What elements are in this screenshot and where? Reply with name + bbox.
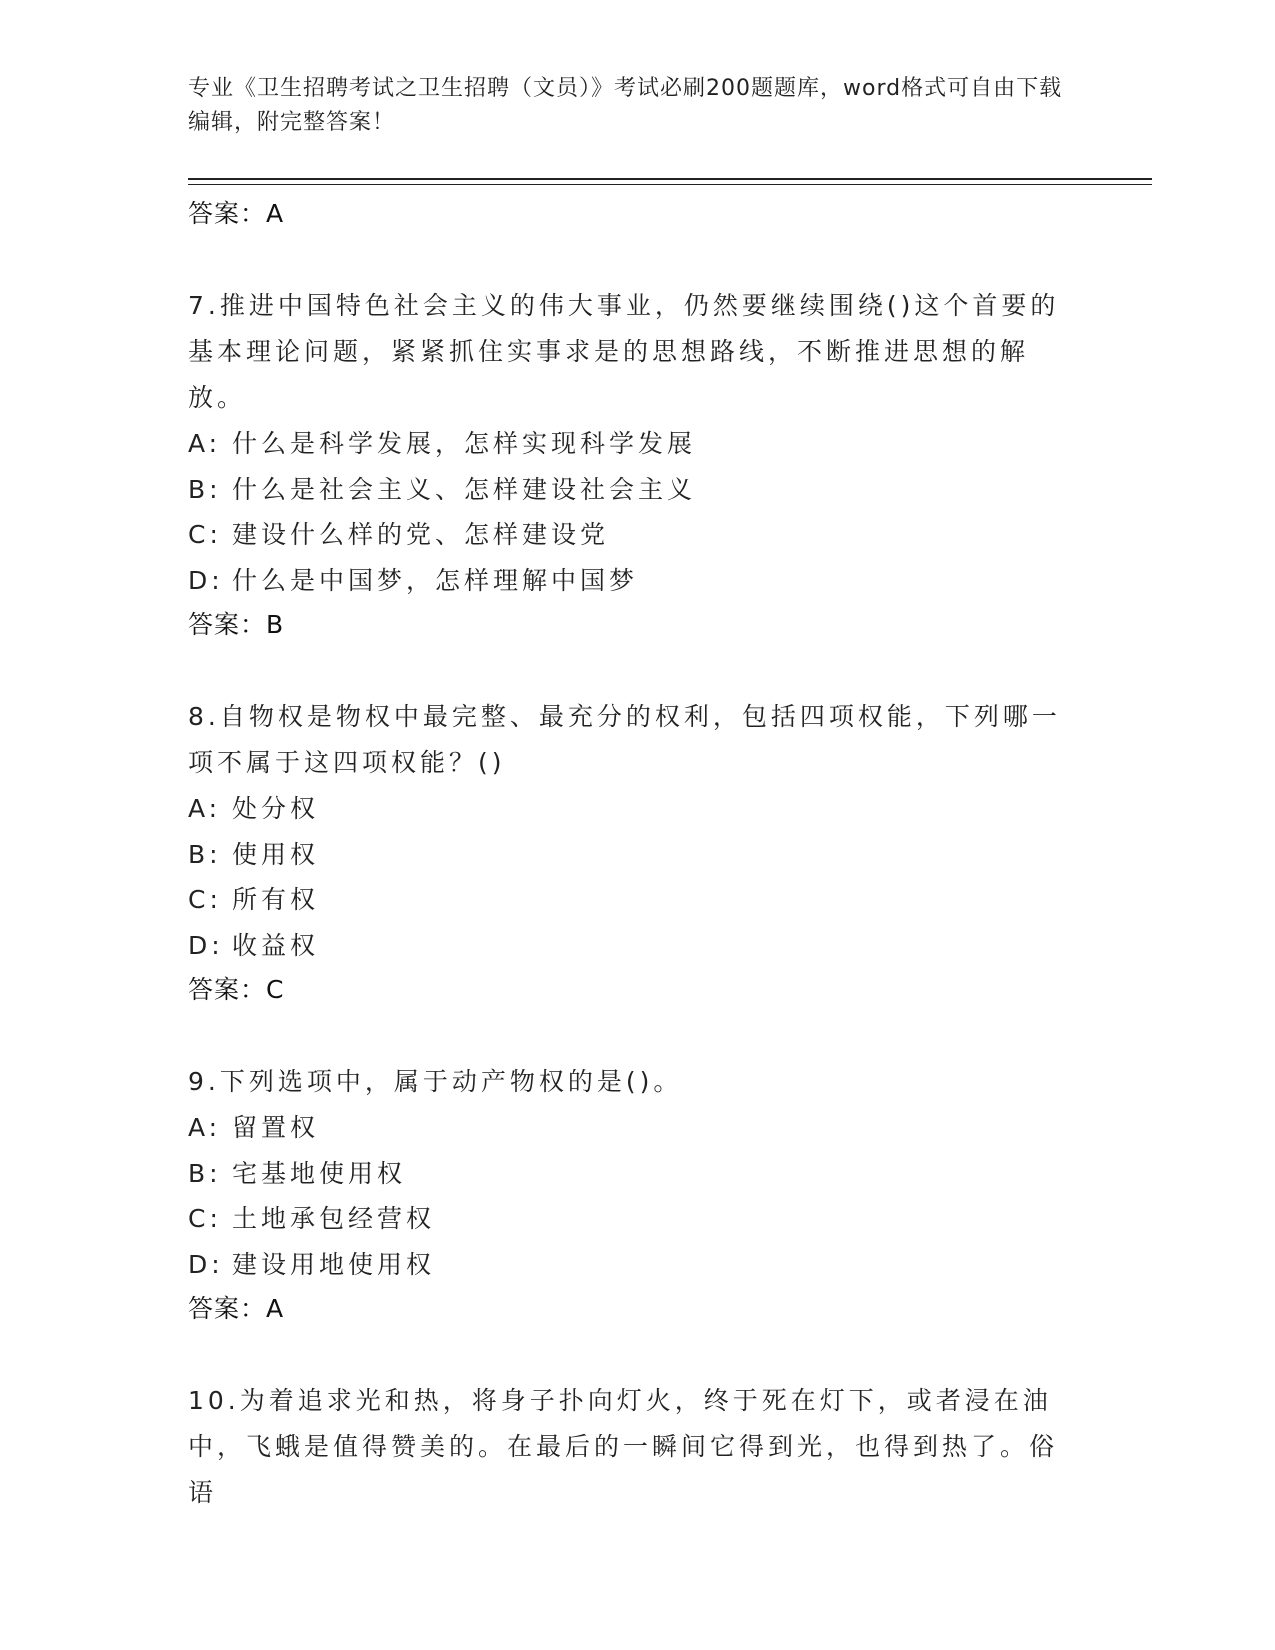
option-text: 宅基地使用权 — [232, 1158, 407, 1188]
option-a — [188, 1105, 1068, 1151]
question-block — [188, 1059, 1068, 1331]
option-d — [188, 558, 1068, 604]
document-header: 专业《卫生招聘考试之卫生招聘（文员）》考试必刷200题题库，word格式可自由下载编辑，附完整答案！ — [188, 76, 1063, 135]
option-a — [188, 786, 1068, 832]
option-key: A: — [188, 794, 222, 823]
option-c — [188, 1196, 1068, 1242]
answer-line: 答案：A — [188, 1294, 285, 1323]
option-a — [188, 421, 1068, 467]
option-c — [188, 512, 1068, 558]
question-block — [188, 694, 1068, 1012]
option-c — [188, 877, 1068, 923]
option-text: 什么是社会主义、怎样建设社会主义 — [232, 474, 697, 504]
option-key: C: — [188, 885, 222, 914]
option-b — [188, 1151, 1068, 1197]
question-block — [188, 1378, 1068, 1516]
answer-line: 答案：B — [188, 610, 285, 639]
option-key: A: — [188, 429, 222, 458]
option-text: 处分权 — [232, 794, 320, 823]
header-rule-thin — [188, 184, 1152, 185]
option-d — [188, 1242, 1068, 1288]
option-text: 使用权 — [232, 839, 320, 869]
option-key: C: — [188, 1204, 222, 1233]
option-key: B: — [188, 1158, 222, 1188]
option-text: 建设用地使用权 — [232, 1249, 436, 1279]
answer-line: 答案：A — [188, 199, 285, 228]
option-key: D: — [188, 1249, 224, 1279]
option-b — [188, 832, 1068, 878]
option-text: 所有权 — [232, 885, 320, 914]
answer-line: 答案：C — [188, 975, 285, 1004]
header-rule-thick — [188, 178, 1152, 180]
option-text: 土地承包经营权 — [232, 1204, 436, 1233]
question-stem: 8.自物权是物权中最完整、最充分的权利，包括四项权能，下列哪一项不属于这四项权能？() — [188, 702, 1061, 777]
option-key: B: — [188, 839, 222, 869]
option-key: A: — [188, 1113, 222, 1142]
option-d — [188, 923, 1068, 969]
option-text: 什么是科学发展，怎样实现科学发展 — [232, 429, 697, 458]
option-key: D: — [188, 565, 224, 595]
option-key: B: — [188, 474, 222, 504]
question-stem: 10.为着追求光和热，将身子扑向灯火，终于死在灯下，或者浸在油中，飞蛾是值得赞美的。在最后的一瞬间它得到光，也得到热了。俗语 — [188, 1386, 1059, 1507]
option-text: 留置权 — [232, 1113, 320, 1142]
option-key: D: — [188, 930, 224, 960]
option-key: C: — [188, 520, 222, 549]
document-body — [188, 192, 1068, 1516]
question-block — [188, 283, 1068, 647]
question-stem: 9.下列选项中，属于动产物权的是()。 — [188, 1067, 683, 1096]
option-b — [188, 467, 1068, 513]
option-text: 什么是中国梦，怎样理解中国梦 — [232, 565, 639, 595]
question-stem: 7.推进中国特色社会主义的伟大事业，仍然要继续围绕()这个首要的基本理论问题，紧紧抓住实事求是的思想路线，不断推进思想的解放。 — [188, 291, 1060, 412]
option-text: 建设什么样的党、怎样建设党 — [232, 520, 610, 549]
option-text: 收益权 — [232, 930, 320, 960]
